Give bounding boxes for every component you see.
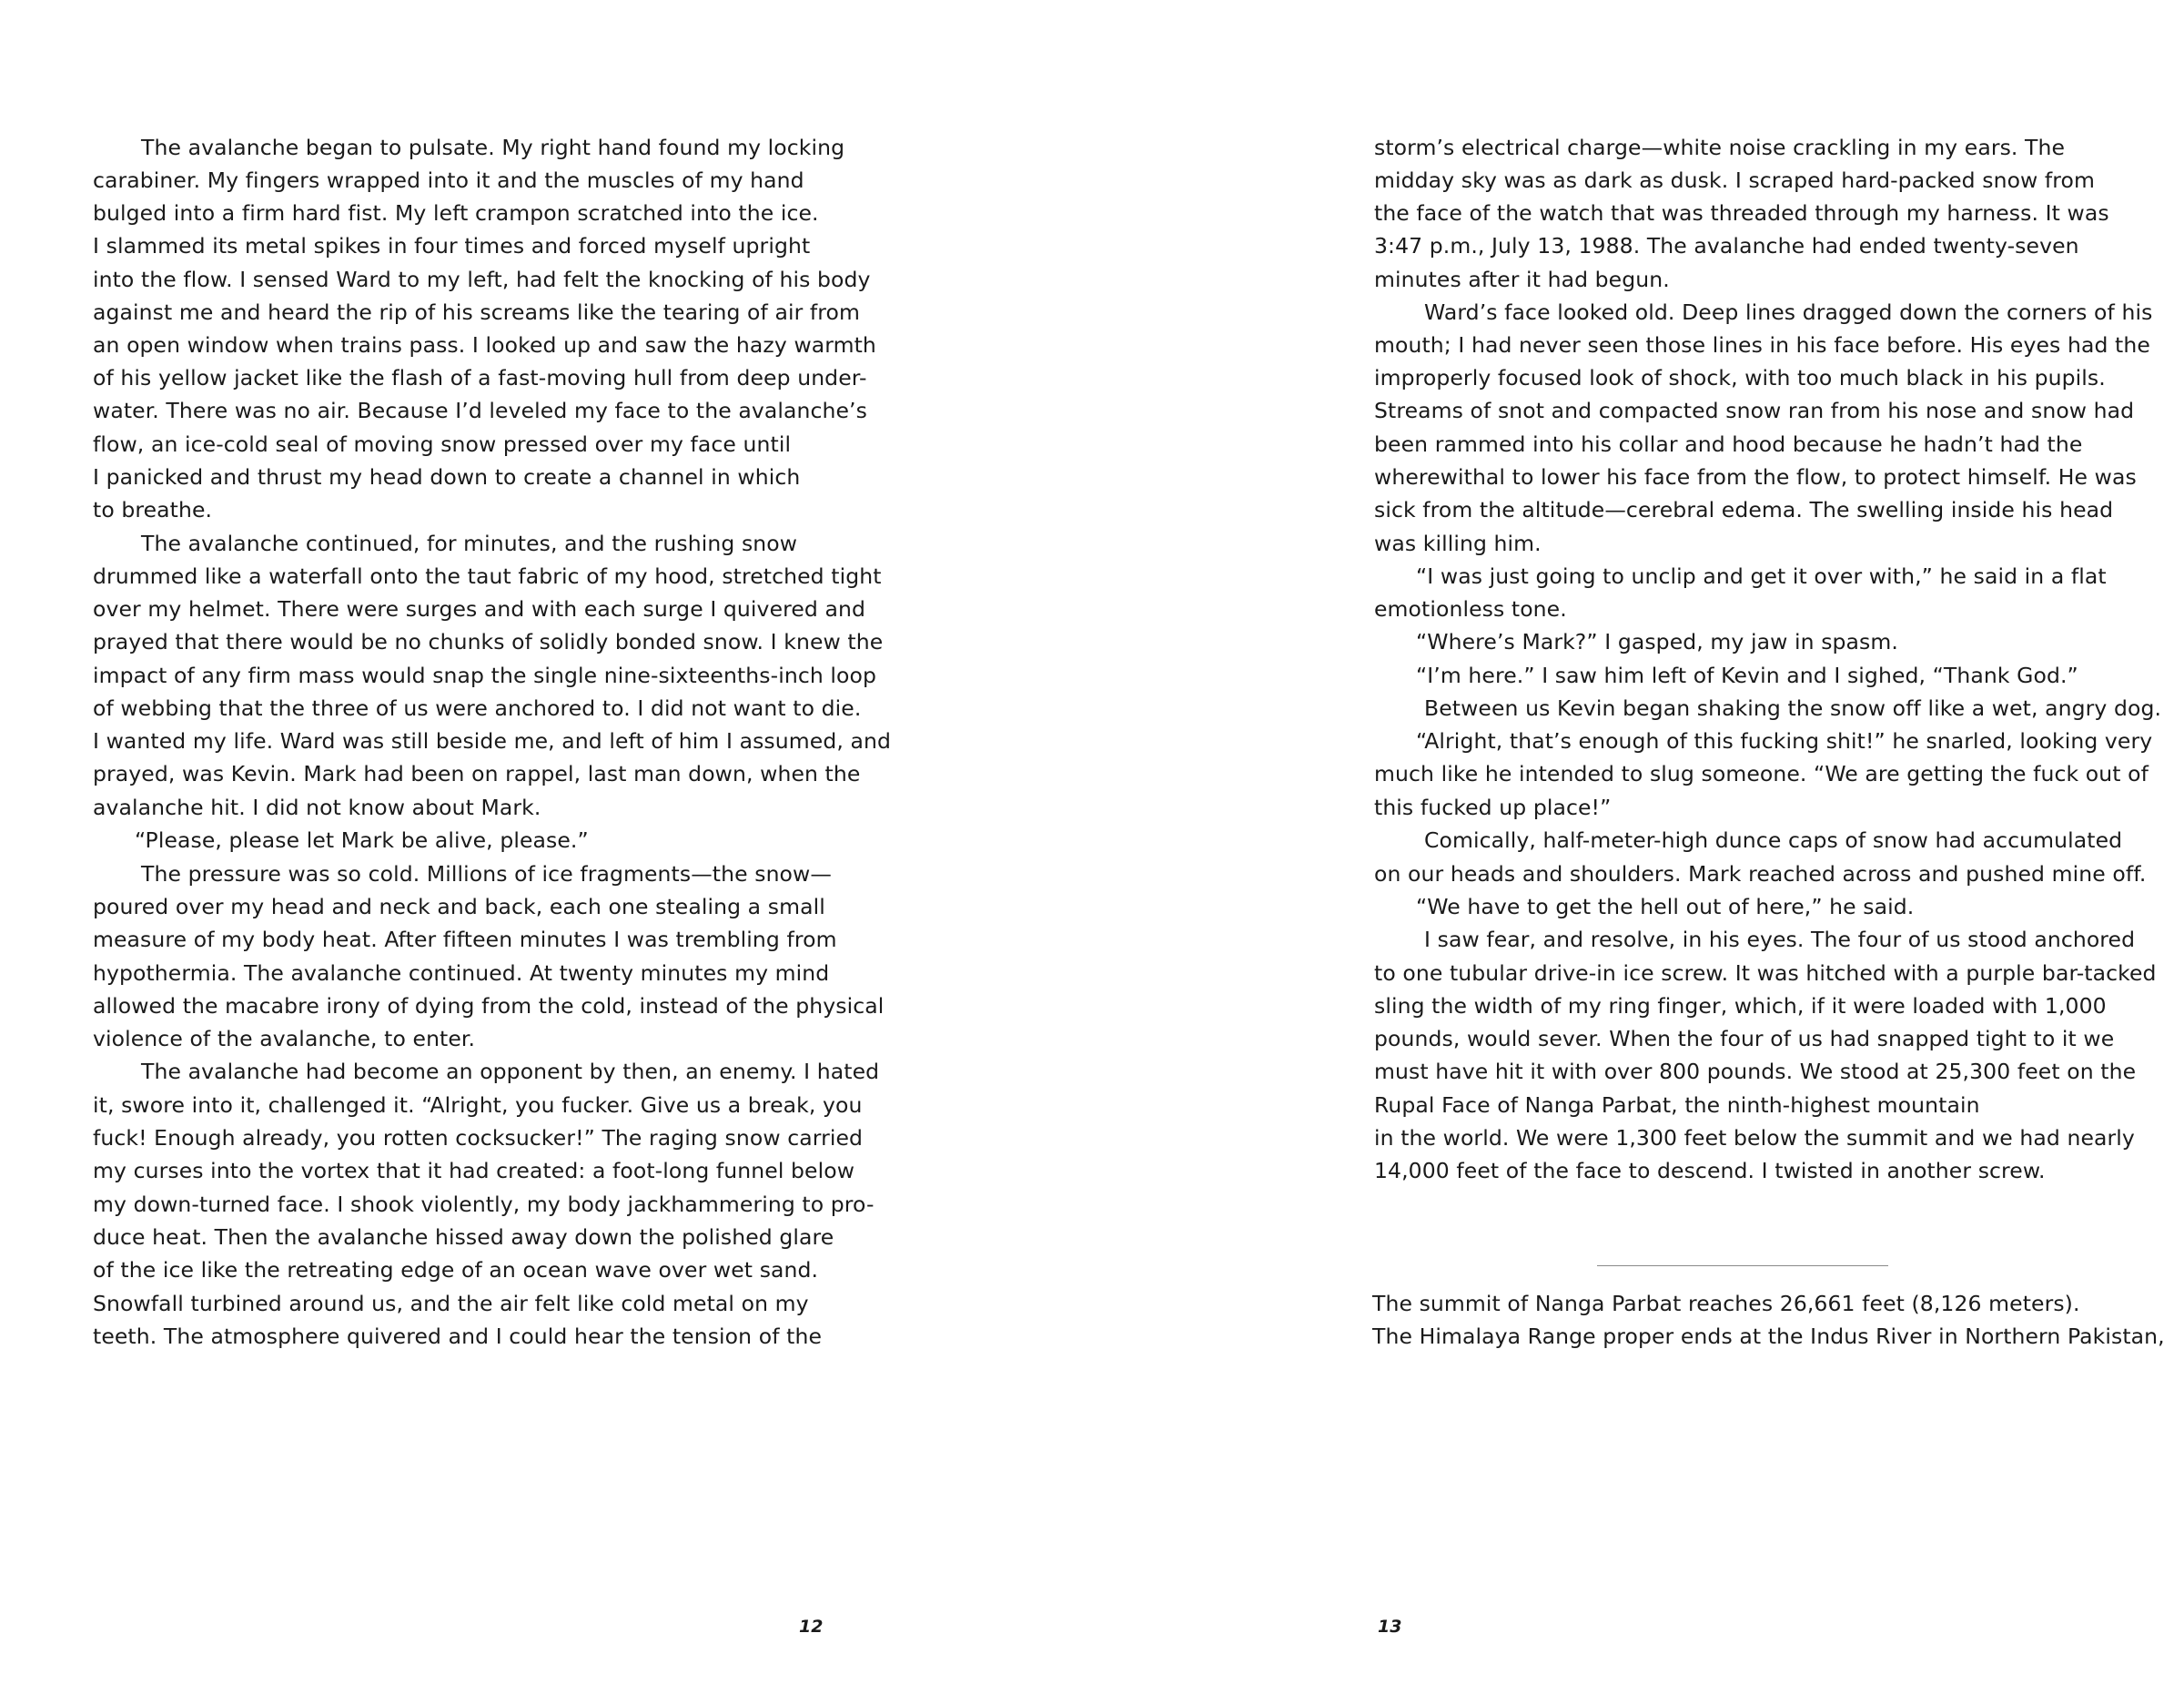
footnote-line: The Himalaya Range proper ends at the Indus River in Northern Pakistan,	[1372, 1324, 2165, 1349]
text-line: of his yellow jacket like the flash of a fast-moving hull from deep under-	[93, 365, 867, 391]
text-line: drummed like a waterfall onto the taut fabric of my hood, stretched tight	[93, 563, 882, 589]
text-line: pounds, would sever. When the four of us had snapped tight to it we	[1374, 1026, 2115, 1051]
text-line: of webbing that the three of us were anchored to. I did not want to die.	[93, 695, 862, 721]
text-line: “Alright, that’s enough of this fucking shit!” he snarled, looking very	[1416, 728, 2153, 754]
text-line: sick from the altitude—cerebral edema. The swelling inside his head	[1374, 497, 2114, 522]
text-line: was killing him.	[1374, 531, 1542, 556]
text-line: to one tubular drive-in ice screw. It was hitched with a purple bar-tacked	[1374, 960, 2157, 986]
text-line: duce heat. Then the avalanche hissed away down the polished glare	[93, 1224, 834, 1250]
text-line: “I was just going to unclip and get it over with,” he said in a flat	[1416, 563, 2107, 589]
footnote-divider	[1597, 1265, 1888, 1266]
text-line: must have hit it with over 800 pounds. We stood at 25,300 feet on the	[1374, 1059, 2137, 1084]
text-line: I wanted my life. Ward was still beside me, and left of him I assumed, and	[93, 728, 891, 754]
text-line: to breathe.	[93, 497, 213, 522]
text-line: I panicked and thrust my head down to create a channel in which	[93, 464, 801, 490]
text-line: flow, an ice-cold seal of moving snow pressed over my face until	[93, 431, 792, 457]
text-line: Snowfall turbined around us, and the air felt like cold metal on my	[93, 1291, 809, 1316]
text-line: hypothermia. The avalanche continued. At twenty minutes my mind	[93, 960, 830, 986]
text-line: midday sky was as dark as dusk. I scraped hard-packed snow from	[1374, 167, 2096, 193]
text-line: Between us Kevin began shaking the snow off like a wet, angry dog.	[1424, 695, 2162, 721]
text-line: the face of the watch that was threaded through my harness. It was	[1374, 200, 2109, 226]
text-line: over my helmet. There were surges and with each surge I quivered and	[93, 596, 866, 622]
text-line: “We have to get the hell out of here,” he said.	[1416, 894, 1915, 919]
text-line: against me and heard the rip of his screams like the tearing of air from	[93, 299, 861, 325]
text-line: water. There was no air. Because I’d leveled my face to the avalanche’s	[93, 398, 867, 423]
text-line: impact of any firm mass would snap the single nine-sixteenths-inch loop	[93, 663, 877, 688]
text-line: carabiner. My fingers wrapped into it and the muscles of my hand	[93, 167, 804, 193]
text-line: fuck! Enough already, you rotten cocksucker!” The raging snow carried	[93, 1125, 864, 1151]
text-line: minutes after it had begun.	[1374, 267, 1670, 292]
text-line: improperly focused look of shock, with too much black in his pupils.	[1374, 365, 2106, 391]
text-line: emotionless tone.	[1374, 596, 1567, 622]
text-line: avalanche hit. I did not know about Mark.	[93, 795, 541, 820]
text-line: “I’m here.” I saw him left of Kevin and I sighed, “Thank God.”	[1416, 663, 2078, 688]
text-line: The avalanche continued, for minutes, and the rushing snow	[141, 531, 798, 556]
text-line: in the world. We were 1,300 feet below the summit and we had nearly	[1374, 1125, 2135, 1151]
text-line: of the ice like the retreating edge of an ocean wave over wet sand.	[93, 1257, 819, 1283]
text-line: 3:47 p.m., July 13, 1988. The avalanche had ended twenty-seven	[1374, 233, 2079, 259]
text-line: measure of my body heat. After fifteen minutes I was trembling from	[93, 927, 837, 952]
text-line: teeth. The atmosphere quivered and I could hear the tension of the	[93, 1324, 822, 1349]
text-line: mouth; I had never seen those lines in his face before. His eyes had the	[1374, 332, 2150, 358]
text-line: it, swore into it, challenged it. “Alright, you fucker. Give us a break, you	[93, 1092, 863, 1118]
footnote-line: The summit of Nanga Parbat reaches 26,661 feet (8,126 meters).	[1372, 1291, 2080, 1316]
right-page-number: 13	[1378, 1617, 1402, 1637]
text-line: I saw fear, and resolve, in his eyes. The four of us stood anchored	[1424, 927, 2136, 952]
text-line: an open window when trains pass. I looked up and saw the hazy warmth	[93, 332, 876, 358]
text-line: Streams of snot and compacted snow ran from his nose and snow had	[1374, 398, 2135, 423]
text-line: allowed the macabre irony of dying from the cold, instead of the physical	[93, 993, 885, 1019]
text-line: my curses into the vortex that it had created: a foot-long funnel below	[93, 1158, 855, 1183]
text-line: The avalanche had become an opponent by then, an enemy. I hated	[141, 1059, 880, 1084]
text-line: “Please, please let Mark be alive, please.”	[135, 827, 589, 853]
text-line: prayed that there would be no chunks of solidly bonded snow. I knew the	[93, 629, 884, 654]
text-line: poured over my head and neck and back, each one stealing a small	[93, 894, 825, 919]
text-line: “Where’s Mark?” I gasped, my jaw in spasm.	[1416, 629, 1898, 654]
text-line: prayed, was Kevin. Mark had been on rappel, last man down, when the	[93, 761, 861, 786]
text-line: into the flow. I sensed Ward to my left, had felt the knocking of his body	[93, 267, 871, 292]
text-line: I slammed its metal spikes in four times and forced myself upright	[93, 233, 811, 259]
text-line: wherewithal to lower his face from the flow, to protect himself. He was	[1374, 464, 2137, 490]
text-line: storm’s electrical charge—white noise crackling in my ears. The	[1374, 135, 2066, 160]
text-line: Rupal Face of Nanga Parbat, the ninth-highest mountain	[1374, 1092, 1980, 1118]
text-line: Comically, half-meter-high dunce caps of snow had accumulated	[1424, 827, 2123, 853]
text-line: been rammed into his collar and hood because he hadn’t had the	[1374, 431, 2083, 457]
text-line: on our heads and shoulders. Mark reached across and pushed mine off.	[1374, 861, 2147, 887]
text-line: The avalanche began to pulsate. My right hand found my locking	[141, 135, 845, 160]
text-line: sling the width of my ring finger, which, if it were loaded with 1,000	[1374, 993, 2107, 1019]
text-line: much like he intended to slug someone. “We are getting the fuck out of	[1374, 761, 2149, 786]
text-line: violence of the avalanche, to enter.	[93, 1026, 476, 1051]
text-line: 14,000 feet of the face to descend. I twisted in another screw.	[1374, 1158, 2046, 1183]
text-line: my down-turned face. I shook violently, my body jackhammering to pro-	[93, 1192, 875, 1217]
left-page-number: 12	[799, 1617, 824, 1637]
text-line: The pressure was so cold. Millions of ice fragments—the snow—	[141, 861, 832, 887]
text-line: Ward’s face looked old. Deep lines dragged down the corners of his	[1424, 299, 2153, 325]
text-line: bulged into a firm hard fist. My left crampon scratched into the ice.	[93, 200, 819, 226]
text-line: this fucked up place!”	[1374, 795, 1612, 820]
